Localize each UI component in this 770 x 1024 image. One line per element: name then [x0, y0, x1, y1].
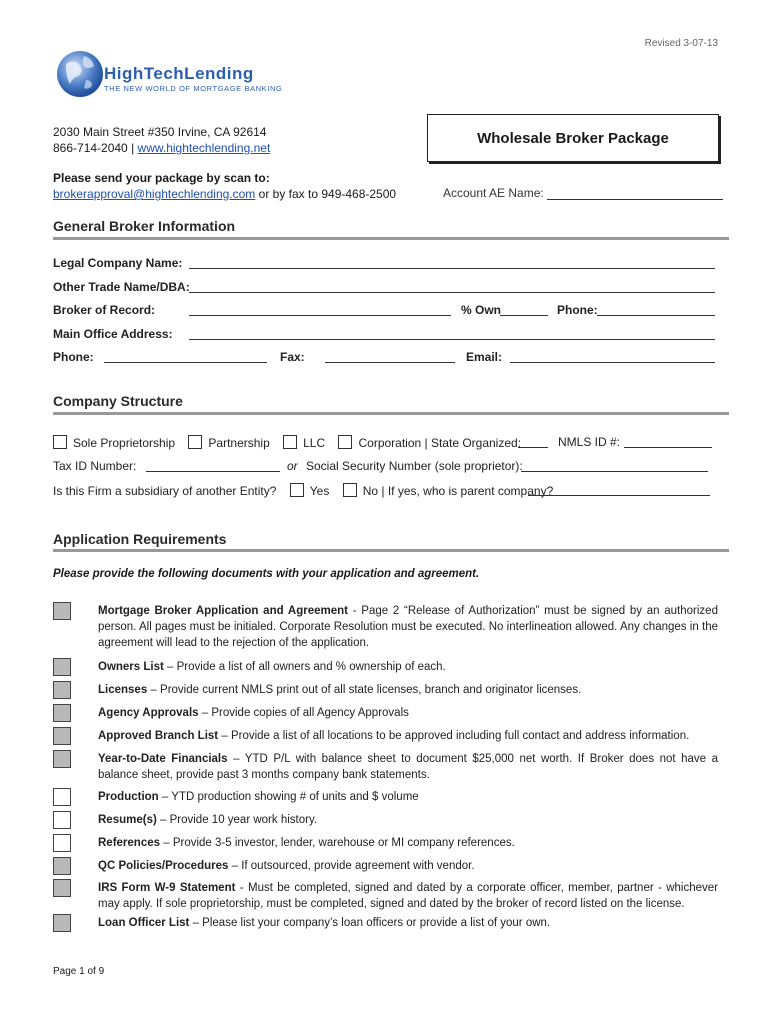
ssn-label: Social Security Number (sole proprietor): — [306, 459, 523, 473]
corporation-label: Corporation | State Organized: — [358, 436, 522, 450]
requirement-separator: - — [348, 605, 362, 617]
page-number: Page 1 of 9 — [53, 966, 105, 977]
requirement-label: Loan Officer List — [98, 917, 190, 929]
requirement-checkbox[interactable] — [53, 857, 71, 875]
account-ae-field — [443, 186, 723, 200]
broker-of-record-label: Broker of Record: — [53, 303, 156, 317]
main-office-label: Main Office Address: — [53, 327, 173, 341]
requirement-separator: - — [235, 882, 248, 894]
requirement-label: QC Policies/Procedures — [98, 860, 229, 872]
sole-proprietorship-label: Sole Proprietorship — [73, 436, 176, 450]
requirement-label: Year-to-Date Financials — [98, 753, 228, 765]
package-title: Wholesale Broker Package — [427, 114, 719, 162]
llc-checkbox[interactable] — [283, 435, 297, 449]
company-logo — [56, 46, 316, 104]
requirement-item — [98, 728, 718, 744]
requirement-item — [98, 835, 718, 851]
requirement-checkbox[interactable] — [53, 811, 71, 829]
requirement-separator: – — [227, 753, 245, 765]
structure-options-row — [53, 435, 521, 450]
section-title-general: General Broker Information — [53, 218, 236, 234]
requirement-item — [98, 682, 718, 698]
requirement-item — [98, 858, 718, 874]
subsidiary-yes-checkbox[interactable] — [290, 483, 304, 497]
requirement-item — [98, 603, 718, 651]
subsidiary-no-label: No | If yes, who is parent company? — [362, 484, 554, 498]
state-organized-input[interactable] — [518, 447, 548, 448]
requirement-separator: – — [156, 814, 170, 826]
requirement-item — [98, 812, 718, 828]
requirement-separator: – — [158, 791, 172, 803]
section-divider — [53, 237, 729, 240]
requirement-item — [98, 659, 718, 675]
section-divider — [53, 549, 729, 552]
broker-phone-label: Phone: — [557, 303, 598, 317]
partnership-checkbox[interactable] — [188, 435, 202, 449]
requirement-text: Provide 3-5 investor, lender, warehouse or MI company references. — [172, 837, 515, 849]
requirement-label: Resume(s) — [98, 814, 157, 826]
logo-tagline: THE NEW WORLD OF MORTGAGE BANKING — [104, 84, 283, 93]
logo-wordmark: HighTechLending — [104, 64, 254, 83]
revised-date: Revised 3-07-13 — [644, 38, 718, 49]
fax-input[interactable] — [325, 362, 455, 363]
office-phone-label: Phone: — [53, 350, 94, 364]
company-phone: 866-714-2040 | — [53, 141, 135, 155]
email-label: Email: — [466, 350, 503, 364]
submission-instructions — [53, 170, 396, 202]
company-address-block — [53, 124, 270, 156]
main-office-input[interactable] — [189, 339, 715, 340]
account-ae-input[interactable] — [547, 187, 723, 200]
subsidiary-no-checkbox[interactable] — [343, 483, 357, 497]
requirement-text: Please list your company’s loan officers or provide a list of your own. — [202, 917, 551, 929]
broker-phone-input[interactable] — [597, 315, 715, 316]
requirement-checkbox[interactable] — [53, 658, 71, 676]
llc-label: LLC — [303, 436, 326, 450]
requirement-item — [98, 789, 718, 805]
requirements-intro: Please provide the following documents with your application and agreement. — [53, 568, 480, 580]
office-phone-input[interactable] — [104, 362, 267, 363]
requirement-text: Provide 10 year work history. — [169, 814, 318, 826]
account-ae-label: Account AE Name: — [443, 186, 544, 200]
section-title-structure: Company Structure — [53, 393, 183, 409]
legal-company-input[interactable] — [189, 268, 715, 269]
requirement-checkbox[interactable] — [53, 681, 71, 699]
corporation-checkbox[interactable] — [338, 435, 352, 449]
send-label: Please send your package by scan to: — [53, 171, 270, 185]
requirement-text: Provide a list of all locations to be approved including full contact and address information. — [230, 730, 690, 742]
other-trade-label: Other Trade Name/DBA: — [53, 280, 190, 294]
requirement-separator: – — [218, 730, 231, 742]
partnership-label: Partnership — [208, 436, 270, 450]
subsidiary-yes-label: Yes — [309, 484, 330, 498]
section-title-requirements: Application Requirements — [53, 531, 227, 547]
requirement-label: Production — [98, 791, 159, 803]
requirement-text: YTD P/L with balance sheet to document $25,000 net worth. If Broker does not have a balance sheet, provide past 3 months company bank statements. — [98, 753, 718, 781]
submission-email-link[interactable]: brokerapproval@hightechlending.com — [53, 187, 256, 201]
requirement-item — [98, 705, 718, 721]
section-divider — [53, 412, 729, 415]
broker-of-record-input[interactable] — [189, 315, 451, 316]
requirement-text: Provide a list of all owners and % ownership of each. — [176, 661, 446, 673]
subsidiary-label: Is this Firm a subsidiary of another Entity? — [53, 484, 277, 498]
requirement-checkbox[interactable] — [53, 602, 71, 620]
fax-text: or by fax to 949-468-2500 — [255, 187, 397, 201]
requirement-label: References — [98, 837, 161, 849]
requirement-checkbox[interactable] — [53, 727, 71, 745]
email-input[interactable] — [510, 362, 715, 363]
requirement-text: Provide copies of all Agency Approvals — [211, 707, 409, 719]
requirement-separator: – — [163, 661, 177, 673]
sole-proprietorship-checkbox[interactable] — [53, 435, 67, 449]
tax-id-input[interactable] — [146, 471, 280, 472]
pct-own-input[interactable] — [500, 315, 548, 316]
requirement-separator: – — [228, 860, 242, 872]
company-address: 2030 Main Street #350 Irvine, CA 92614 — [53, 125, 267, 139]
parent-company-input[interactable] — [528, 495, 710, 496]
tax-id-label: Tax ID Number: — [53, 459, 137, 473]
requirement-checkbox[interactable] — [53, 834, 71, 852]
requirement-text: Must be completed, signed and dated by a corporate officer, member, partner - whichever may apply. If sole proprietorship, must be completed, signed and dated by the broker of record listed on the license. — [98, 882, 718, 910]
requirement-separator: – — [189, 917, 203, 929]
requirement-text: Page 2 “Release of Authorization” must be signed by an authorized person. All pages must be initialed. Corporate Resolution must be executed. No interlineation allowed. Any changes in the agreement will lead to the rejection of the application. — [98, 605, 718, 649]
legal-company-label: Legal Company Name: — [53, 256, 183, 270]
requirement-separator: – — [160, 837, 173, 849]
requirement-text: YTD production showing # of units and $ volume — [171, 791, 419, 803]
requirement-text: If outsourced, provide agreement with vendor. — [241, 860, 475, 872]
company-website-link[interactable]: www.hightechlending.net — [137, 141, 271, 155]
pct-own-label: % Own — [461, 303, 502, 317]
requirement-label: IRS Form W-9 Statement — [98, 882, 236, 894]
fax-label: Fax: — [280, 350, 305, 364]
requirement-label: Owners List — [98, 661, 164, 673]
requirement-checkbox[interactable] — [53, 879, 71, 897]
requirement-item — [98, 915, 718, 931]
nmls-label: NMLS ID #: — [558, 435, 621, 449]
ssn-input[interactable] — [521, 471, 708, 472]
requirement-separator: – — [147, 684, 161, 696]
requirement-item — [98, 751, 718, 783]
requirement-separator: – — [198, 707, 212, 719]
other-trade-input[interactable] — [189, 292, 715, 293]
requirement-label: Mortgage Broker Application and Agreement — [98, 605, 348, 617]
requirement-checkbox[interactable] — [53, 788, 71, 806]
or-text: or — [287, 459, 298, 473]
requirement-checkbox[interactable] — [53, 914, 71, 932]
requirement-label: Licenses — [98, 684, 148, 696]
requirement-label: Agency Approvals — [98, 707, 199, 719]
requirement-checkbox[interactable] — [53, 704, 71, 722]
subsidiary-row — [53, 483, 553, 498]
requirement-item — [98, 880, 718, 912]
requirement-label: Approved Branch List — [98, 730, 219, 742]
requirement-checkbox[interactable] — [53, 750, 71, 768]
nmls-input[interactable] — [624, 447, 712, 448]
requirement-text: Provide current NMLS print out of all state licenses, branch and originator licenses. — [160, 684, 582, 696]
